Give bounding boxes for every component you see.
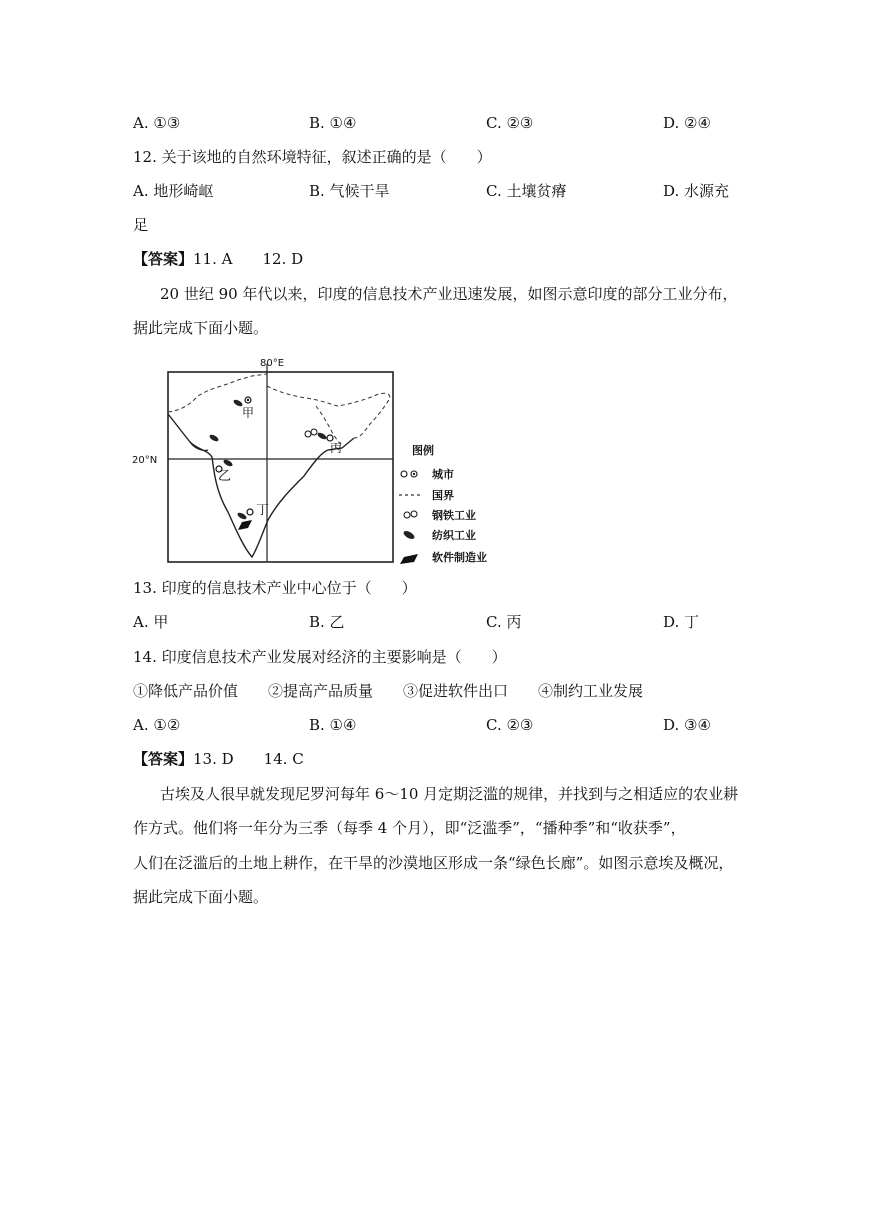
india-industry-map <box>128 352 508 567</box>
q13-option-a: A. 甲 <box>133 613 169 631</box>
legend-title: 图例 <box>412 444 434 457</box>
q12-option-d-wrap: 足 <box>133 216 149 234</box>
lon-label: 80°E <box>260 358 285 369</box>
q11-option-a: A. ①③ <box>133 114 181 132</box>
place-ding: 丁 <box>256 503 270 518</box>
place-bing: 丙 <box>330 441 343 455</box>
textile-icon-gujarat <box>208 433 219 442</box>
legend-software-icon <box>400 554 418 564</box>
q14-option-a: A. ①② <box>133 716 181 734</box>
q12-stem: 12. 关于该地的自然环境特征，叙述正确的是（ ） <box>133 148 492 166</box>
q14-option-d: D. ③④ <box>663 716 711 734</box>
city-icon-ding <box>247 509 253 515</box>
q12-option-c: C. 土壤贫瘠 <box>486 182 567 200</box>
answer-text: 11. A 12. D <box>193 250 304 268</box>
intro1-line2: 据此完成下面小题。 <box>133 319 269 337</box>
q12-option-d: D. 水源充 <box>663 182 730 200</box>
q12-option-b: B. 气候干旱 <box>309 182 390 200</box>
border-north-east <box>267 386 390 438</box>
q14-option-c: C. ②③ <box>486 716 534 734</box>
q13-stem: 13. 印度的信息技术产业中心位于（ ） <box>133 579 417 597</box>
steel-icon-bing <box>305 431 311 437</box>
q12-option-a: A. 地形崎岖 <box>133 182 214 200</box>
legend-city-icon <box>401 471 407 477</box>
lat-label: 20°N <box>132 455 158 466</box>
place-yi: 乙 <box>218 469 232 484</box>
gujarat-coast <box>190 442 208 451</box>
textile-icon-yi <box>222 458 233 467</box>
q11-option-c: C. ②③ <box>486 114 534 132</box>
textile-icon-bing <box>316 431 327 440</box>
legend-software-label: 软件制造业 <box>432 551 487 564</box>
intro2-line4: 据此完成下面小题。 <box>133 888 269 906</box>
intro2-line2: 作方式。他们将一年分为三季（每季 4 个月），即“泛滥季”，“播种季”和“收获季”， <box>133 819 686 837</box>
q13-option-c: C. 丙 <box>486 613 522 631</box>
intro2-line1: 古埃及人很早就发现尼罗河每年 6～10 月定期泛滥的规律，并找到与之相适应的农业耕 <box>160 785 739 803</box>
legend-textile-icon <box>402 529 415 540</box>
answer-tag: 【答案】 <box>133 750 194 768</box>
q14-option-b: B. ①④ <box>309 716 357 734</box>
q13-option-d: D. 丁 <box>663 613 700 631</box>
q14-stem: 14. 印度信息技术产业发展对经济的主要影响是（ ） <box>133 648 507 666</box>
place-jia: 甲 <box>242 406 255 420</box>
q11-option-b: B. ①④ <box>309 114 357 132</box>
legend-steel-icon <box>404 512 410 518</box>
intro1-line1: 20 世纪 90 年代以来，印度的信息技术产业迅速发展，如图示意印度的部分工业分布， <box>160 285 738 303</box>
answer-line-1 <box>133 249 303 269</box>
map-frame <box>168 372 393 562</box>
textile-icon-ding <box>236 511 247 520</box>
software-icon-ding <box>238 520 252 530</box>
q14-choices: ①降低产品价值 ②提高产品质量 ③促进软件出口 ④制约工业发展 <box>133 682 644 700</box>
legend-textile-label: 纺织工业 <box>432 529 476 542</box>
intro2-line3: 人们在泛滥后的土地上耕作，在干旱的沙漠地区形成一条“绿色长廊”。如图示意埃及概况， <box>133 854 734 872</box>
coastline <box>168 414 354 557</box>
answer-tag: 【答案】 <box>133 250 194 268</box>
answer-line-2 <box>133 749 304 769</box>
legend-steel-label: 钢铁工业 <box>432 509 476 522</box>
q13-option-b: B. 乙 <box>309 613 345 631</box>
legend-city-label: 城市 <box>432 468 454 481</box>
legend-border-label: 国界 <box>432 489 454 502</box>
answer-text: 13. D 14. C <box>193 750 304 768</box>
q11-option-d: D. ②④ <box>663 114 711 132</box>
